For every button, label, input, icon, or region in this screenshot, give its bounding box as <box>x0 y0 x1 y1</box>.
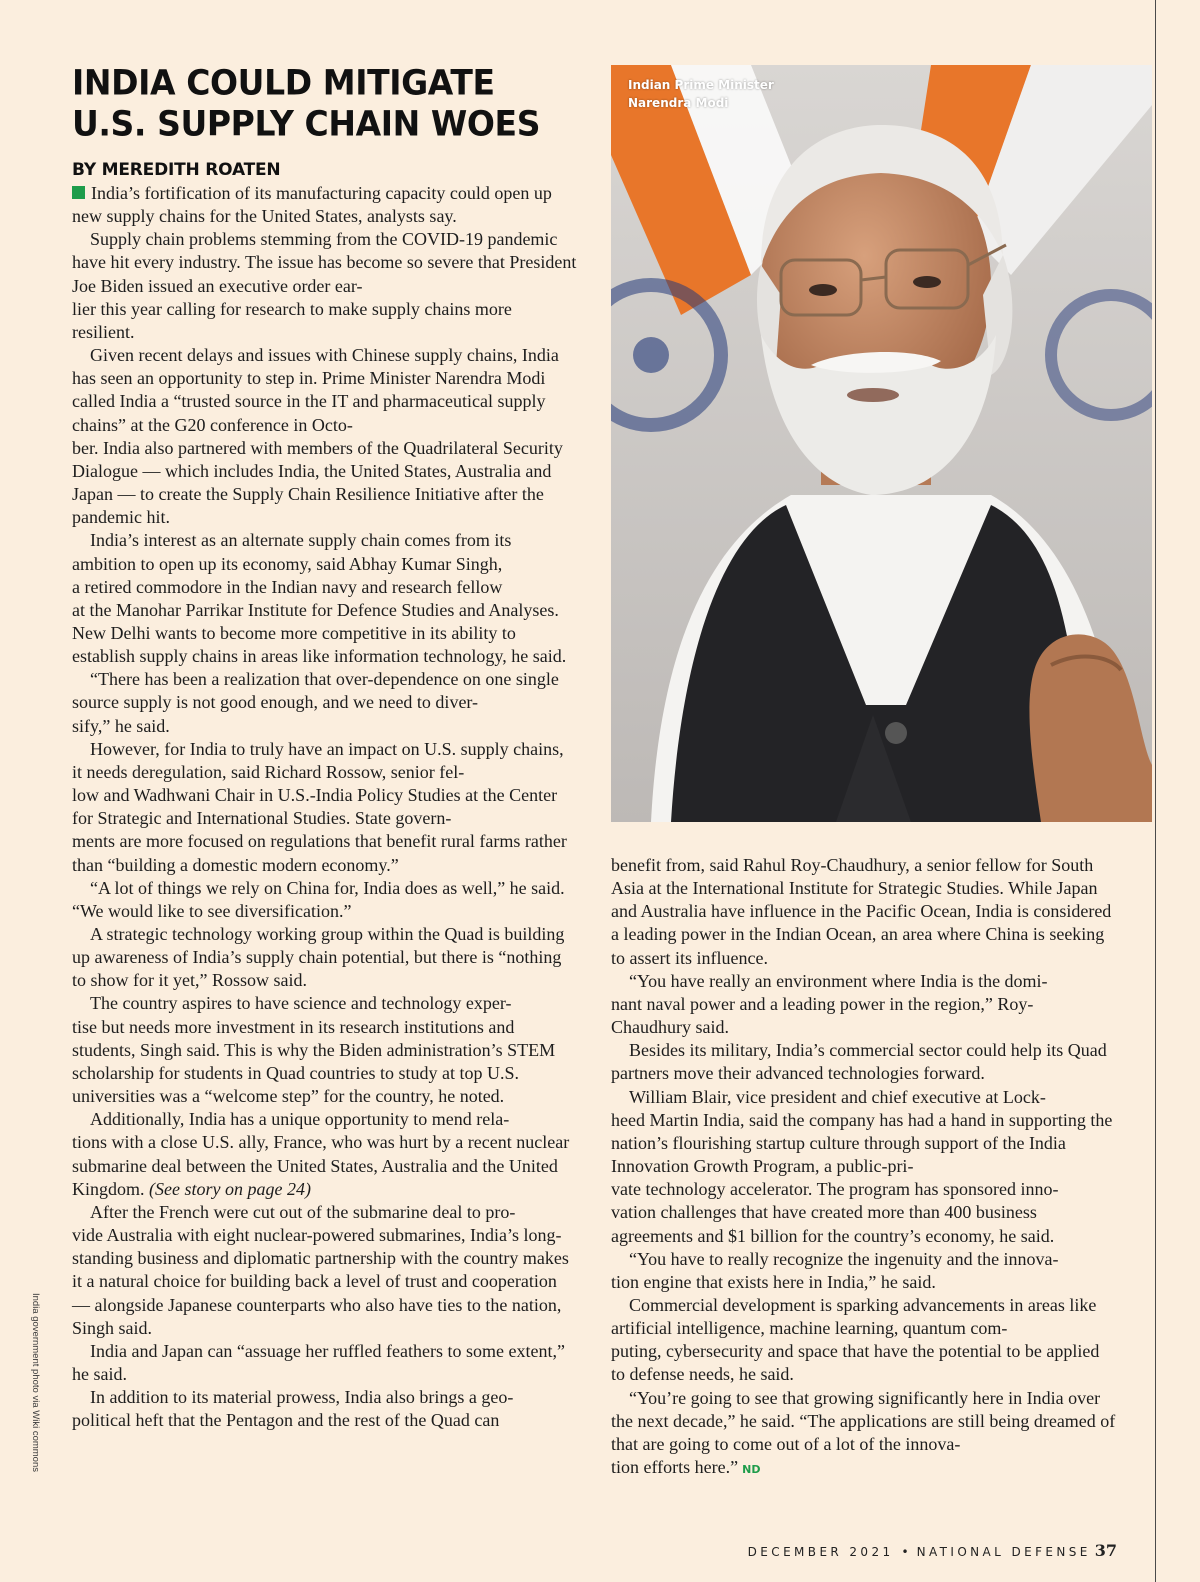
paragraph: Given recent delays and issues with Chinese supply chains, India has seen an opportunity to step in. Prime Minister Narendra Modi called India a “trusted source in the IT and pharmaceutical supply chains” at the G20 conference in Octo- ber. India also partnered with members of the Quadrilateral Security Dialogue — which includes India, the United States, Australia and Japan — to create the Supply Chain Resilience Initiative after the pandemic hit. <box>72 345 563 528</box>
lead-paragraph <box>72 182 577 228</box>
paragraph: A strategic technology working group within the Quad is building up awareness of India’s supply chain potential, but there is “nothing to show for it yet,” Rossow said. <box>72 924 565 991</box>
paragraph: “You have to really recognize the ingenuity and the innova- tion engine that exists here in India,” he said. <box>611 1248 1059 1292</box>
lead-text: India’s fortification of its manufacturing capacity could open up new supply chains for the United States, analysts say. <box>72 183 552 227</box>
paragraph: “You have really an environment where India is the domi- nant naval power and a leading power in the region,” Roy- Chaudhury said. <box>611 970 1048 1038</box>
photo-caption: Indian Prime Minister Narendra Modi <box>628 78 774 110</box>
magazine-name: NATIONAL DEFENSE <box>916 1545 1091 1559</box>
paragraph: Besides its military, India’s commercial sector could help its Quad partners move their advanced technologies forward. <box>611 1040 1107 1084</box>
paragraph: The country aspires to have science and technology exper- tise but needs more investment in its research institutions and students, Singh said. This is why the Biden administration’s STEM scholarship for students in Quad countries to study at top U.S. universities was a “welcome step” for the country, he noted. <box>72 993 556 1107</box>
paragraph: Commercial development is sparking advancements in areas like artificial intelligence, machine learning, quantum com- puting, cybersecurity and space that have the potential to be applied to defense needs, he said. <box>611 1294 1100 1385</box>
paragraph: India and Japan can “assuage her ruffled feathers to some extent,” he said. <box>72 1340 565 1384</box>
paragraph: “There has been a realization that over-dependence on one single source supply is not good enough, and we need to diver- sify,” he said. <box>72 669 559 736</box>
left-column <box>72 182 577 1432</box>
portrait-illustration <box>611 65 1152 822</box>
paragraph: Supply chain problems stemming from the COVID-19 pandemic have hit every industry. The issue has become so severe that President Joe Biden issued an executive order ear- lier this year calling for research to make supply chains more resilient. <box>72 229 577 342</box>
footer-separator: • <box>901 1545 909 1559</box>
paragraph: William Blair, vice president and chief executive at Lock- heed Martin India, said the company has had a hand in supporting the nation’s flourishing startup culture through support of the India Innovation Growth Program, a public-pri- vate technology accelerator. The program has sponsored inno- vation challenges that have created more than 400 business agreements and $1 billion for the country’s economy, he said. <box>611 1086 1113 1246</box>
page-number: 37 <box>1094 1541 1117 1560</box>
paragraph: After the French were cut out of the submarine deal to pro- vide Australia with eight nuclear-powered submarines, India’s long-standing business and diplomatic partnership with the country makes it a natural choice for building back a level of trust and cooperation — alongside Japanese counterparts who also have ties to the nation, Singh said. <box>72 1201 569 1338</box>
page-edge-line <box>1155 0 1156 1582</box>
paragraph: India’s interest as an alternate supply chain comes from its ambition to open up its economy, said Abhay Kumar Singh, a retired commodore in the Indian navy and research fellow at the Manohar Parrikar Institute for Defence Studies and Analyses. New Delhi wants to become more competitive in its ability to establish supply chains in areas like information technology, he said. <box>72 530 567 667</box>
paragraph-text: Additionally, India has a unique opportunity to mend rela- tions with a close U.S. ally, France, who was hurt by a recent nuclear submarine deal between the United States, Australia and the United Kingdom. <box>72 1109 570 1199</box>
article-title: INDIA COULD MITIGATE U.S. SUPPLY CHAIN WOES <box>72 62 541 144</box>
byline: BY MEREDITH ROATEN <box>72 160 281 180</box>
right-column <box>611 854 1116 1481</box>
section-marker-icon <box>72 186 85 199</box>
end-mark-logo: ND <box>742 1463 761 1477</box>
paragraph: “A lot of things we rely on China for, India does as well,” he said. “We would like to see diversification.” <box>72 877 565 921</box>
page-footer <box>748 1541 1117 1560</box>
paragraph-text: “You’re going to see that growing significantly here in India over the next decade,” he said. “The applications are still being dreamed of that are going to come out of a lot of the innova- tion efforts here.” <box>611 1387 1116 1478</box>
modi-photo <box>611 65 1152 822</box>
paragraph: In addition to its material prowess, India also brings a geo- political heft that the Pentagon and the rest of the Quad can <box>72 1387 514 1431</box>
paragraph: However, for India to truly have an impact on U.S. supply chains, it needs deregulation, said Richard Rossow, senior fel- low and Wadhwani Chair in U.S.-India Policy Studies at the Center for Strategic and International Studies. State govern- ments are more focused on regulations that benefit rural farms rather than “building a domestic modern economy.” <box>72 738 567 875</box>
final-paragraph <box>611 1387 1116 1482</box>
photo-credit: India government photo via Wiki commons <box>30 1293 41 1472</box>
continuation-paragraph: benefit from, said Rahul Roy-Chaudhury, a senior fellow for South Asia at the International Institute for Strategic Studies. While Japan and Australia have influence in the Pacific Ocean, India is considered a leading power in the Indian Ocean, an area where China is seeking to assert its influence. <box>611 855 1112 968</box>
story-reference: (See story on page 24) <box>149 1178 311 1199</box>
paragraph <box>72 1108 577 1201</box>
issue-date: DECEMBER 2021 <box>747 1545 894 1559</box>
